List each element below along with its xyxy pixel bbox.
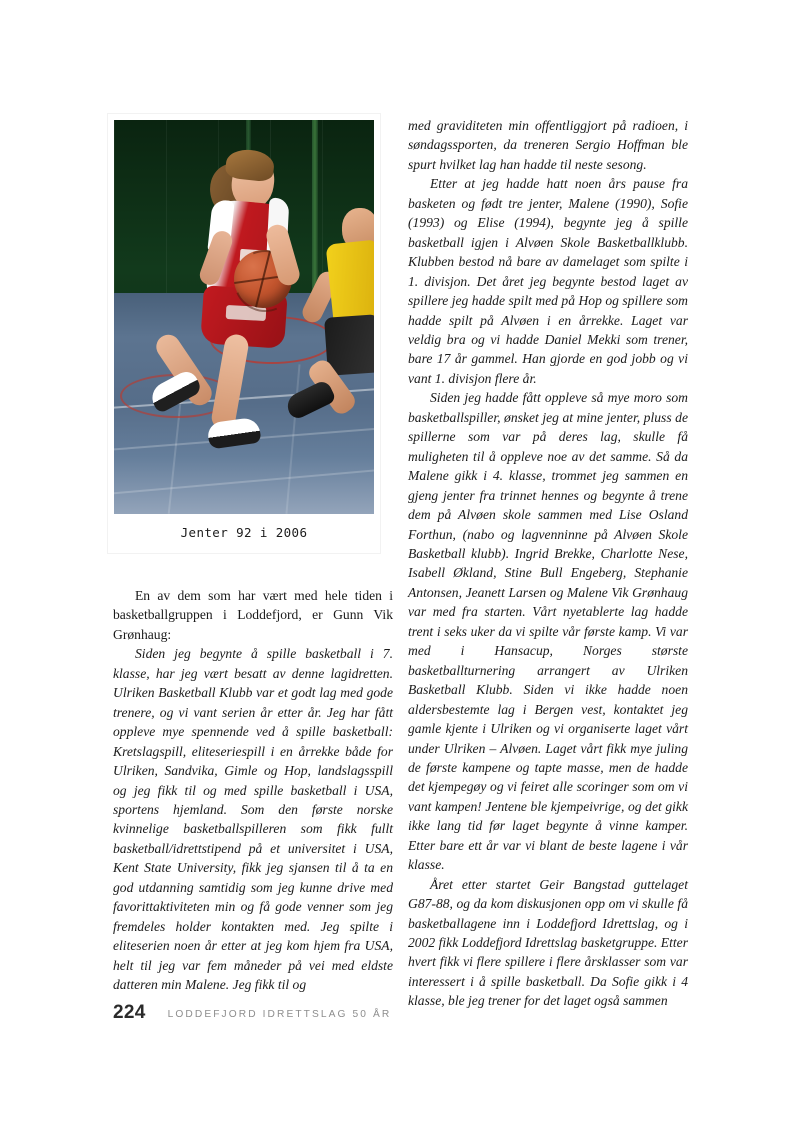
- running-head: LODDEFJORD IDRETTSLAG 50 ÅR: [167, 1009, 392, 1020]
- court-line: [114, 466, 374, 496]
- paragraph: En av dem som har vært med hele tiden i basketballgruppen i Loddefjord, er Gunn Vik Grønhaug:: [113, 588, 393, 642]
- paragraph: med graviditeten min offentliggjort på radioen, i søndagssporten, da treneren Sergio Hoffman ble spurt hvilket lag han hadde til neste sesong.: [408, 118, 688, 172]
- paragraph: Siden jeg begynte å spille basketball i 7. klasse, har jeg vært besatt av denne lagidretten. Ulriken Basketball Klubb var et godt lag med gode trenere, og vi vant serien år etter år. Jeg har fått oppleve mye spennende ved å spille basketball: Kretslagspill, eliteseriespill i en årrekke både for Ulriken, Sandvika, Gimle og Hop, landslagsspill og jeg fikk til og med spille basketball i USA, sportens hjemland. Som den første norske kvinnelige basketballspilleren som fikk fullt basketball/idrettstipend på et universitet i USA, Kent State University, fikk jeg sjansen til å ta en god utdanning samtidig som jeg kunne drive med favorittaktiviteten min og få gode venner som jeg fremdeles holder kontakten med. Jeg spilte i eliteserien noen år etter at jeg kom hjem fra USA, helt til jeg var fem måneder på vei med eldste datteren min Malene. Jeg fikk til og: [113, 646, 393, 993]
- text-column-left: [113, 586, 393, 995]
- text-column-right: [408, 116, 688, 1011]
- paragraph: Siden jeg hadde fått oppleve så mye moro som basketballspiller, ønsket jeg at mine jenter, pluss de spillerne som var på deres lag, skulle få muligheten til å oppleve noe av det samme. Så da Malene gikk i 4. klasse, trommet jeg sammen en gjeng jenter fra trinnet hennes og begynte å trene dem på Alvøen skole sammen med Lise Osland Forthun, (nabo og lagvenninne på Alvøen Skole Basketball klubb). Ingrid Brekke, Charlotte Nese, Isabell Økland, Stine Bull Engeberg, Stephanie Antonsen, Jeanett Larsen og Malene Vik Grønhaug var med fra starten. Vårt nyetablerte lag hadde trent i seks uker da vi spilte vår første kamp. Vi var med i Hansacup, Norges største basketballturnering arrangert av Ulriken Basketball Klubb. Siden vi ikke hadde noen aldersbestemte lag i Bergen vest, kontaktet jeg gamle kjente i Ulriken og vi organiserte laget vårt under Ulriken – Alvøen. Laget vårt fikk mye juling de første kampene og tapte masse, men de hadde det kjempegøy og vi feiret alle scoringer som om vi vant kampen! Jentene ble kjempeivrige, og det gikk ikke lang tid før laget begynte å vinne kamper. Etter bare ett år var vi blant de beste lagene i vår klasse.: [408, 390, 688, 873]
- figure-caption: Jenter 92 i 2006: [114, 514, 374, 553]
- figure-block: [108, 114, 380, 553]
- paragraph: Etter at jeg hadde hatt noen års pause fra basketen og født tre jenter, Malene (1990), Sofie (1993) og Elise (1994), begynte jeg å spille basketball igjen i Alvøen Skole Basketballklubb. Klubben bestod nå bare av damelaget som spilte i 1. divisjon. Det året jeg begynte bestod laget av spillere jeg hadde spilt med på Hop og spillere som hadde spilt på Alvøen i en årrekke. Laget var veldig bra og vi hadde Daniel Mekki som trener, bare 17 år gammel. Han gjorde en god jobb og vi vant 1. divisjon flere år.: [408, 176, 688, 386]
- page-footer: [113, 1002, 391, 1024]
- paragraph: Året etter startet Geir Bangstad guttelaget G87-88, og da kom diskusjonen opp om vi skulle få basketballagene inn i Loddefjord Idrettslag, og i 2002 fikk Loddefjord Idrettslag basketgruppe. Etter hvert fikk vi flere spillere i flere årsklasser som var interessert i å spille basketball. Da Sofie gikk i 4 klasse, ble jeg trener for det laget også sammen: [408, 876, 688, 1009]
- court-line: [285, 364, 300, 514]
- basketball-match-photo: [114, 120, 374, 514]
- page-number: 224: [113, 1002, 146, 1023]
- photo-frame: [108, 114, 380, 553]
